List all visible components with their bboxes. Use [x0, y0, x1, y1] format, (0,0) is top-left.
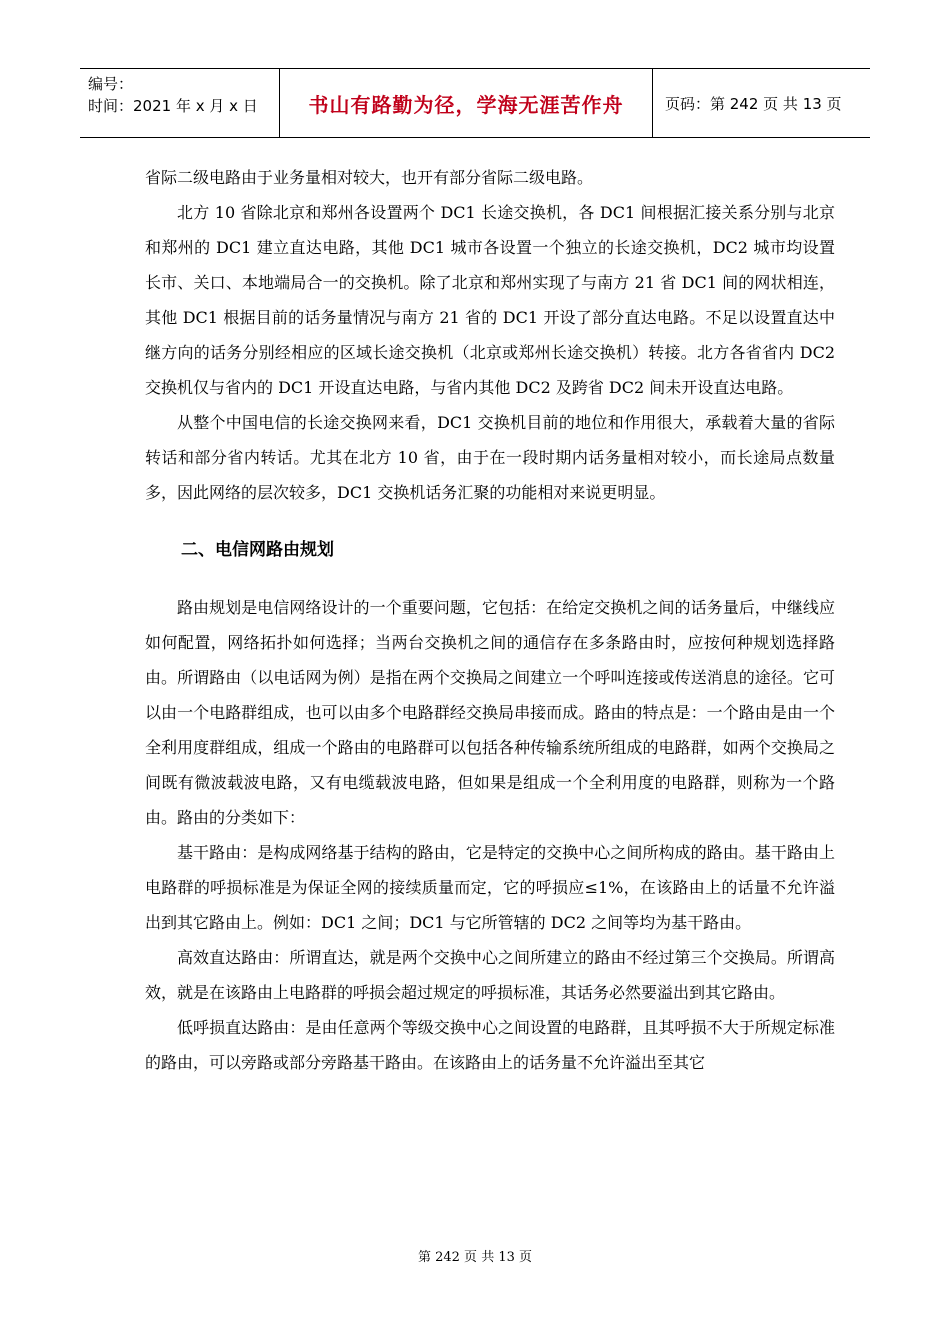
number-label: 编号：: [88, 75, 134, 93]
paragraph: 从整个中国电信的长途交换网来看，DC1 交换机目前的地位和作用很大，承载着大量的省际转话和部分省内转话。尤其在北方 10 省，由于在一段时期内话务量相对较小，而长途局点数量多，因此网络的层次较多，DC1 交换机话务汇聚的功能相对来说更明显。: [145, 413, 835, 502]
paragraph: 低呼损直达路由：是由任意两个等级交换中心之间设置的电路群，且其呼损不大于所规定标准的路由，可以旁路或部分旁路基干路由。在该路由上的话务量不允许溢出至其它: [145, 1018, 835, 1072]
paragraph: 北方 10 省除北京和郑州各设置两个 DC1 长途交换机，各 DC1 间根据汇接关系分别与北京和郑州的 DC1 建立直达电路，其他 DC1 城市各设置一个独立的长途交换机，DC2 城市均设置长市、关口、本地端局合一的交换机。除了北京和郑州实现了与南方 21 省 DC1 间的网状相连，其他 DC1 根据目前的话务量情况与南方 21 省的 DC1 开设了部分直达电路。不足以设置直达中继方向的话务分别经相应的区域长途交换机（北京或郑州长途交换机）转接。北方各省省内 DC2 交换机仅与省内的 DC1 开设直达电路，与省内其他 DC2 及跨省 DC2 间未开设直达电路。: [145, 203, 835, 397]
paragraph: 基干路由：是构成网络基于结构的路由，它是特定的交换中心之间所构成的路由。基干路由上电路群的呼损标准是为保证全网的接续质量而定，它的呼损应≤1%，在该路由上的话量不允许溢出到其它路由上。例如：DC1 之间；DC1 与它所管辖的 DC2 之间等均为基干路由。: [145, 843, 835, 932]
page-footer: 第 242 页 共 13 页: [417, 1250, 533, 1265]
section-heading: 二、电信网路由规划: [181, 540, 334, 560]
header-page-code: 页码：第 242 页 共 13 页: [665, 94, 842, 113]
header-motto: 书山有路勤为径，学海无涯苦作舟: [280, 69, 653, 137]
paragraph: 路由规划是电信网络设计的一个重要问题，它包括：在给定交换机之间的话务量后，中继线应如何配置，网络拓扑如何选择；当两台交换机之间的通信存在多条路由时，应按何种规划选择路由。所谓路由（以电话网为例）是指在两个交换局之间建立一个呼叫连接或传送消息的途径。它可以由一个电路群组成，也可以由多个电路群经交换局串接而成。路由的特点是：一个路由是由一个全利用度群组成，组成一个路由的电路群可以包括各种传输系统所组成的电路群，如两个交换局之间既有微波载波电路，又有电缆载波电路，但如果是组成一个全利用度的电路群，则称为一个路由。路由的分类如下：: [145, 598, 835, 827]
page-header: [80, 68, 870, 138]
document-body: [145, 160, 835, 1080]
paragraph: 省际二级电路由于业务量相对较大，也开有部分省际二级电路。: [145, 168, 594, 187]
date-label: 时间：2021 年 x 月 x 日: [88, 97, 258, 115]
paragraph: 高效直达路由：所谓直达，就是两个交换中心之间所建立的路由不经过第三个交换局。所谓高效，就是在该路由上电路群的呼损会超过规定的呼损标准，其话务必然要溢出到其它路由。: [145, 948, 835, 1002]
header-meta: [80, 69, 280, 137]
